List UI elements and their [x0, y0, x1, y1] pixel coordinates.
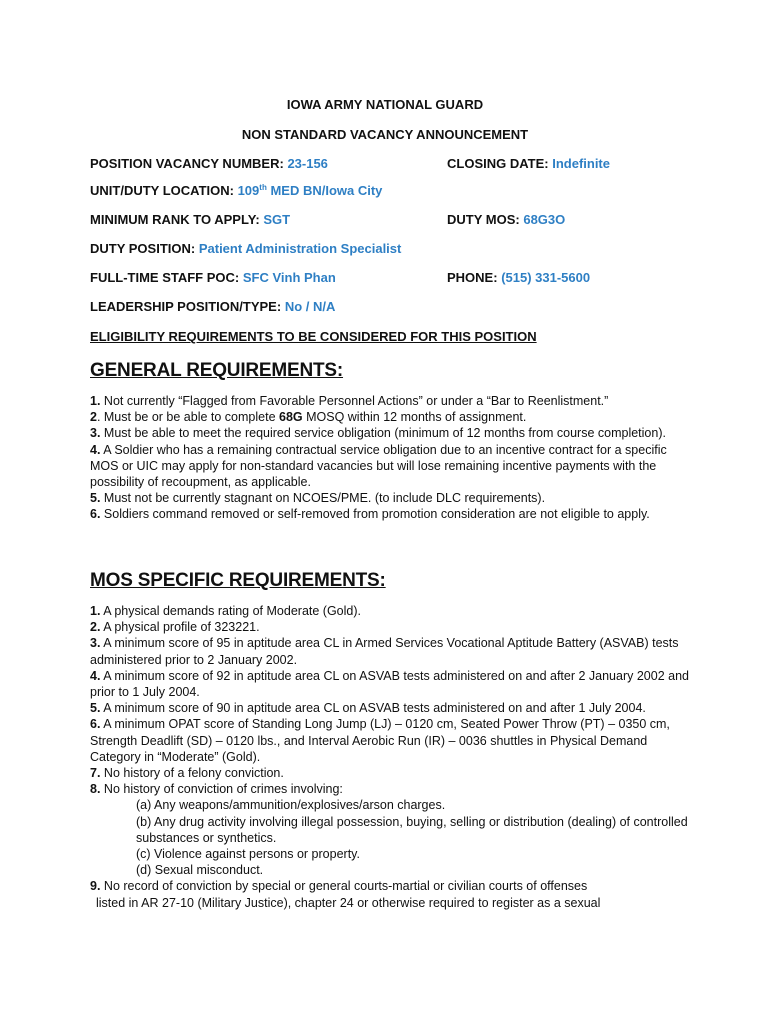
- list-item-continuation: listed in AR 27-10 (Military Justice), chapter 24 or otherwise required to register as a sexual: [96, 895, 601, 910]
- phone-value: (515) 331-5600: [501, 270, 591, 285]
- leadership-label: LEADERSHIP POSITION/TYPE:: [90, 299, 282, 314]
- list-item: 5. A minimum score of 90 in aptitude area CL on ASVAB tests administered on and after 1 July 2004.: [90, 701, 646, 716]
- min-rank-label: MINIMUM RANK TO APPLY:: [90, 212, 260, 227]
- eligibility-heading: ELIGIBILITY REQUIREMENTS TO BE CONSIDERED FOR THIS POSITION: [90, 329, 537, 344]
- sub-list-item: (b) Any drug activity involving illegal possession, buying, selling or distribution (dealing) of controlled substances or synthetics.: [136, 814, 688, 845]
- list-item: 5. Must not be currently stagnant on NCOES/PME. (to include DLC requirements).: [90, 491, 546, 506]
- duty-position: [90, 241, 401, 256]
- list-item: 6. A minimum OPAT score of Standing Long Jump (LJ) – 0120 cm, Seated Power Throw (PT) – 0350 cm, Strength Deadlift (SD) – 0120 lbs., and Interval Aerobic Run (IR) – 0036 shuttles in Physical Demand Category in “Moderate” (Gold).: [90, 717, 670, 764]
- mos-requirements-heading: MOS SPECIFIC REQUIREMENTS:: [90, 570, 386, 591]
- sub-list-item: (c) Violence against persons or property.: [136, 847, 360, 862]
- list-item: 2. A physical profile of 323221.: [90, 620, 260, 635]
- min-rank-value: SGT: [263, 212, 291, 227]
- position-vacancy-label: POSITION VACANCY NUMBER:: [90, 156, 284, 171]
- sub-list-item: (a) Any weapons/ammunition/explosives/arson charges.: [136, 798, 446, 813]
- list-item: 4. A Soldier who has a remaining contractual service obligation due to an incentive contract for a specific MOS or UIC may apply for non-standard vacancies but will lose remaining incentive payments with the possibility of recoupment, as applicable.: [90, 442, 667, 490]
- list-item: 7. No history of a felony conviction.: [90, 766, 284, 781]
- unit-label: UNIT/DUTY LOCATION:: [90, 183, 234, 198]
- list-item: 3. A minimum score of 95 in aptitude area CL in Armed Services Vocational Aptitude Battery (ASVAB) tests administered prior to 2 January 2002.: [90, 636, 679, 667]
- closing-date-label: CLOSING DATE:: [447, 156, 549, 171]
- poc-value: SFC Vinh Phan: [242, 270, 336, 285]
- closing-date-value: Indefinite: [552, 156, 610, 171]
- list-item: 9. No record of conviction by special or general courts-martial or civilian courts of offenses: [90, 879, 588, 894]
- duty-mos-value: 68G3O: [523, 212, 566, 227]
- org-title: IOWA ARMY NATIONAL GUARD: [286, 97, 484, 112]
- list-item: 8. No history of conviction of crimes involving:: [90, 782, 343, 797]
- position-vacancy-number: [90, 156, 328, 171]
- list-item: 3. Must be able to meet the required service obligation (minimum of 12 months from course completion).: [90, 426, 666, 441]
- duty-mos: [447, 212, 565, 227]
- phone: [447, 270, 590, 285]
- duty-position-value: Patient Administration Specialist: [198, 241, 402, 256]
- closing-date: [447, 156, 610, 171]
- duty-mos-label: DUTY MOS:: [447, 212, 520, 227]
- mos-requirements-list: [90, 603, 690, 911]
- unit-duty-location: [90, 183, 382, 198]
- general-requirements-heading: GENERAL REQUIREMENTS:: [90, 360, 344, 381]
- document-title: NON STANDARD VACANCY ANNOUNCEMENT: [241, 127, 529, 142]
- duty-position-label: DUTY POSITION:: [90, 241, 196, 256]
- general-requirements-list: [90, 393, 690, 523]
- list-item: 2. Must be or be able to complete 68G MOSQ within 12 months of assignment.: [90, 410, 527, 425]
- list-item: 4. A minimum score of 92 in aptitude area CL on ASVAB tests administered on and after 2 January 2002 and prior to 1 July 2004.: [90, 668, 689, 700]
- poc-label: FULL-TIME STAFF POC:: [90, 270, 240, 285]
- leadership-position: [90, 299, 335, 314]
- leadership-value: No / N/A: [284, 299, 336, 314]
- list-item: 1. Not currently “Flagged from Favorable Personnel Actions” or under a “Bar to Reenlistment.”: [90, 394, 609, 408]
- sub-list-item: (d) Sexual misconduct.: [136, 863, 264, 878]
- list-item: 1. A physical demands rating of Moderate (Gold).: [90, 604, 361, 618]
- minimum-rank: [90, 212, 290, 227]
- position-vacancy-value: 23-156: [287, 156, 328, 171]
- phone-label: PHONE:: [447, 270, 498, 285]
- unit-value: 109th MED BN/Iowa City: [237, 183, 383, 198]
- staff-poc: [90, 270, 336, 285]
- list-item: 6. Soldiers command removed or self-removed from promotion consideration are not eligible to apply.: [90, 507, 650, 522]
